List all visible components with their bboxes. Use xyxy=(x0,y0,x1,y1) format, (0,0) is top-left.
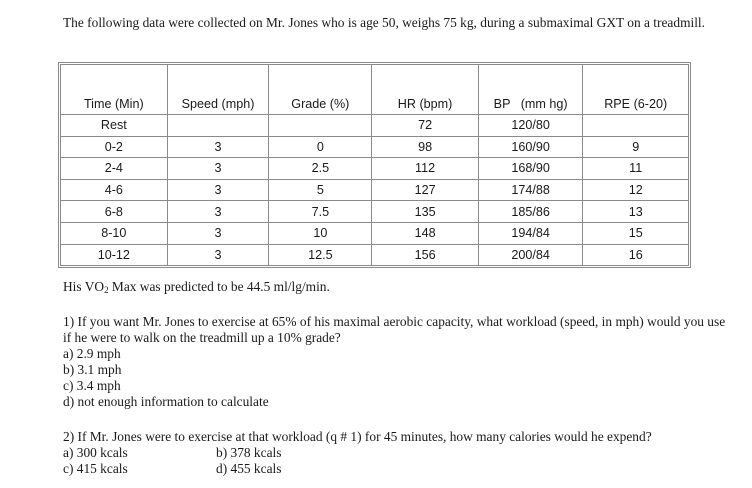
table-row xyxy=(61,244,689,266)
cell-rpe: 13 xyxy=(583,201,689,223)
cell-bp: 120/80 xyxy=(478,115,582,137)
cell-speed: 3 xyxy=(167,222,269,244)
question-2-options-row-1 xyxy=(63,445,733,461)
gxt-data-table xyxy=(60,64,689,266)
cell-hr: 127 xyxy=(372,179,479,201)
cell-speed: 3 xyxy=(167,244,269,266)
cell-rpe: 12 xyxy=(583,179,689,201)
question-2-options-row-2 xyxy=(63,461,733,477)
header-rpe: RPE (6-20) xyxy=(583,65,689,115)
cell-time: 6-8 xyxy=(61,201,168,223)
cell-speed xyxy=(167,115,269,137)
question-1-text: 1) If you want Mr. Jones to exercise at 65% of his maximal aerobic capacity, what workload (speed, in mph) would you use if he were to walk on the treadmill up a 10% grade? xyxy=(63,314,726,345)
table-row xyxy=(61,222,689,244)
question-1-option-d: d) not enough information to calculate xyxy=(63,394,269,409)
vo2-prefix: His VO xyxy=(63,279,105,294)
cell-rpe: 9 xyxy=(583,136,689,158)
cell-time: 4-6 xyxy=(61,179,168,201)
cell-time: 0-2 xyxy=(61,136,168,158)
table-row xyxy=(61,136,689,158)
cell-rpe xyxy=(583,115,689,137)
question-1-option-c: c) 3.4 mph xyxy=(63,378,121,393)
header-time: Time (Min) xyxy=(61,65,168,115)
cell-time: 8-10 xyxy=(61,222,168,244)
cell-hr: 156 xyxy=(372,244,479,266)
question-1 xyxy=(63,314,733,410)
header-bp: BP (mm hg) xyxy=(478,65,582,115)
table-row xyxy=(61,179,689,201)
cell-bp: 185/86 xyxy=(478,201,582,223)
cell-speed: 3 xyxy=(167,158,269,180)
question-1-option-a: a) 2.9 mph xyxy=(63,346,121,361)
cell-rpe: 11 xyxy=(583,158,689,180)
question-2-option-c: c) 415 kcals xyxy=(63,461,128,476)
vo2-suffix: Max was predicted to be 44.5 ml/lg/min. xyxy=(108,279,330,294)
question-2-option-b: b) 378 kcals xyxy=(216,445,282,460)
cell-grade: 2.5 xyxy=(269,158,372,180)
question-1-option-b: b) 3.1 mph xyxy=(63,362,122,377)
cell-speed: 3 xyxy=(167,136,269,158)
cell-rpe: 15 xyxy=(583,222,689,244)
cell-grade: 10 xyxy=(269,222,372,244)
header-grade: Grade (%) xyxy=(269,65,372,115)
cell-bp: 194/84 xyxy=(478,222,582,244)
cell-grade: 5 xyxy=(269,179,372,201)
cell-hr: 148 xyxy=(372,222,479,244)
cell-hr: 98 xyxy=(372,136,479,158)
table-row xyxy=(61,115,689,137)
header-speed: Speed (mph) xyxy=(167,65,269,115)
intro-paragraph: The following data were collected on Mr. Jones who is age 50, weighs 75 kg, during a submaximal GXT on a treadmill. xyxy=(63,15,705,30)
question-2-option-a: a) 300 kcals xyxy=(63,445,128,460)
cell-grade: 12.5 xyxy=(269,244,372,266)
cell-bp: 168/90 xyxy=(478,158,582,180)
cell-bp: 200/84 xyxy=(478,244,582,266)
cell-time: Rest xyxy=(61,115,168,137)
cell-speed: 3 xyxy=(167,201,269,223)
table-header-row xyxy=(61,65,689,115)
cell-rpe: 16 xyxy=(583,244,689,266)
cell-speed: 3 xyxy=(167,179,269,201)
cell-time: 10-12 xyxy=(61,244,168,266)
cell-bp: 160/90 xyxy=(478,136,582,158)
cell-hr: 72 xyxy=(372,115,479,137)
cell-grade: 7.5 xyxy=(269,201,372,223)
cell-grade xyxy=(269,115,372,137)
vo2-max-statement xyxy=(63,279,330,295)
question-2 xyxy=(63,429,733,477)
cell-bp: 174/88 xyxy=(478,179,582,201)
table-row xyxy=(61,158,689,180)
question-2-text: 2) If Mr. Jones were to exercise at that workload (q # 1) for 45 minutes, how many calories would he expend? xyxy=(63,429,652,444)
header-hr: HR (bpm) xyxy=(372,65,479,115)
question-2-option-d: d) 455 kcals xyxy=(216,461,282,476)
cell-time: 2-4 xyxy=(61,158,168,180)
cell-hr: 112 xyxy=(372,158,479,180)
cell-grade: 0 xyxy=(269,136,372,158)
cell-hr: 135 xyxy=(372,201,479,223)
vo2-subscript: 2 xyxy=(104,285,109,295)
table-row xyxy=(61,201,689,223)
